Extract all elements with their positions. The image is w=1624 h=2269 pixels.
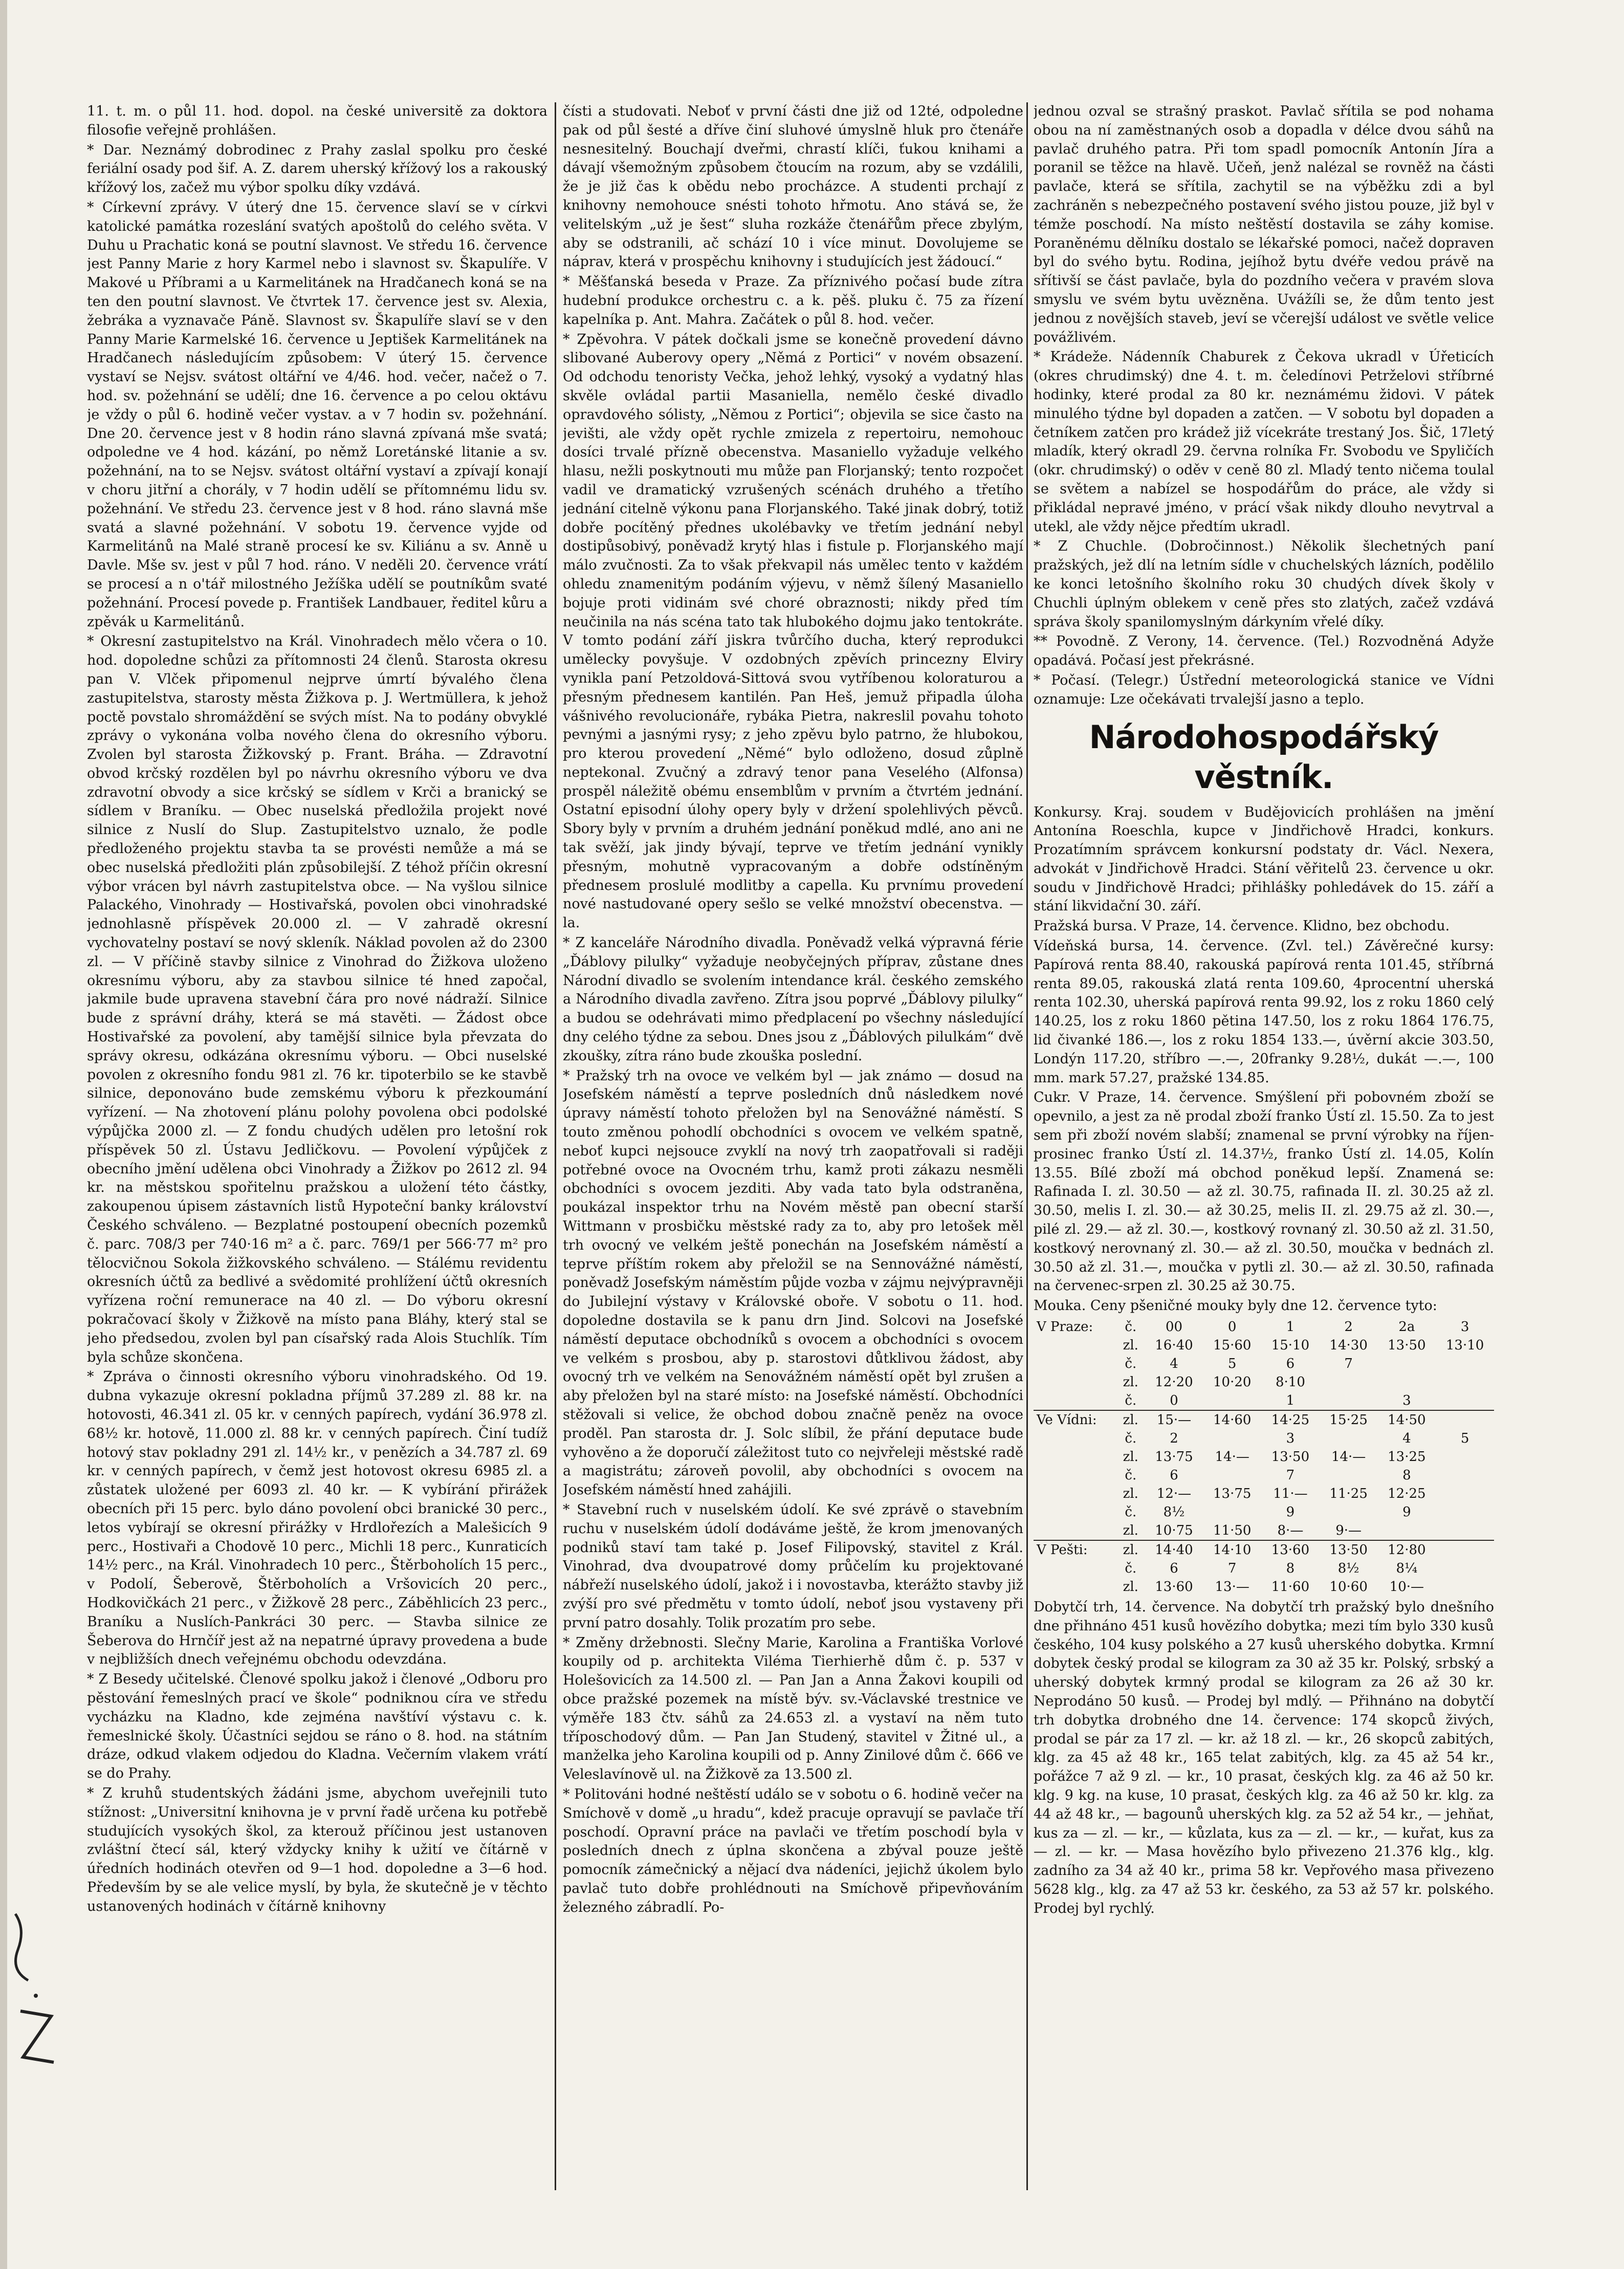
table-cell: zl. (1123, 1486, 1138, 1502)
article-paragraph: * Pražský trh na ovoce ve velkém byl — jak známo — dosud na Josefském náměstí a teprve posledních dnů následkem nové úpravy náměstí tohoto přeložen byl na Senovážné náměstí. S touto změnou pohodlí obchodníci s ovocem ve velkém spatně, neboť kupci nejsouce zvyklí na nový trh zaopatřovali si raději potřebné ovoce na Ovocném trhu, kamž proti zákazu nesměli obchodníci s ovocem jezditi. Aby vada tato byla odstraněna, poukázal inspektor trhu na Novém městě pan obecní starší Wittmann v prosbičku městské rady za to, aby pro letošek měl trh ovocný ve velkém ještě ponechán na Josefském náměstí a teprve příštím rokem aby přeložil se na Sennovážné náměstí, poněvadž Josefským náměstím půjde vozba v zájmu nejvýpravněji do Jubilejní výstavy v Královské oboře. V sobotu o 11. hod. dopoledne dostavila se k panu drn Jind. Solcovi na Josefské náměstí deputace obchodníků s ovocem a obchodníci s ovocem ve velkém s prosbou, aby p. starostovi důtklivou žádost, aby ovocný trh ve velkém na Senovážném náměstí opět byl zrušen a aby přeložen byl na staré místo: na Josefské náměstí. Obchodníci stěžovali si velice, že obchod dobou značně peněz na ovoce proděl. Pan starosta dr. J. Solc slíbil, že přání deputace bude vyhověno a že doporučí záležitost tuto co nejvřeleji městské radě a magistrátu; zároveň povolil, aby obchodníci s ovocem na Josefském náměstí hned zahájili. (563, 1067, 1023, 1498)
table-cell (1378, 1373, 1436, 1391)
column-rule (555, 102, 556, 2190)
table-cell: 16·40 (1155, 1338, 1193, 1354)
table-cell: 15·60 (1213, 1338, 1252, 1354)
table-cell: 6 (1170, 1468, 1178, 1483)
table-cell-city (1034, 1355, 1116, 1373)
column-rule (1026, 102, 1028, 2190)
table-cell: zl. (1123, 1338, 1138, 1354)
table-cell (1436, 1578, 1494, 1596)
table-row (1034, 1448, 1494, 1466)
table-cell: 1 (1286, 1319, 1295, 1335)
table-cell: 9 (1286, 1504, 1295, 1520)
table-cell: 13·— (1215, 1579, 1249, 1595)
table-cell: 14·30 (1329, 1338, 1368, 1354)
table-cell (1436, 1521, 1494, 1540)
table-row (1034, 1336, 1494, 1355)
table-cell: 1 (1286, 1393, 1295, 1409)
table-cell: 10·— (1389, 1579, 1424, 1595)
table-cell: 8·— (1277, 1523, 1304, 1539)
table-cell: 12·20 (1155, 1375, 1193, 1390)
table-cell: 6 (1170, 1561, 1178, 1577)
table-cell: 14·50 (1378, 1410, 1436, 1429)
table-cell: 3 (1286, 1431, 1295, 1447)
section-title: Národohospodářský věstník. (1089, 718, 1439, 796)
table-row (1034, 1578, 1494, 1596)
table-cell: 13·50 (1320, 1540, 1378, 1559)
article-paragraph: Mouka. Ceny pšeničné mouky byly dne 12. července tyto: (1034, 1298, 1437, 1314)
table-cell: 14·— (1215, 1449, 1249, 1465)
table-row (1034, 1355, 1494, 1373)
table-cell: zl. (1116, 1540, 1145, 1559)
table-cell-city (1034, 1466, 1116, 1485)
table-cell (1436, 1503, 1494, 1521)
table-cell: č. (1125, 1319, 1137, 1335)
table-cell-city: Ve Vídni: (1034, 1410, 1116, 1429)
table-row (1034, 1318, 1494, 1336)
table-cell: 15·10 (1271, 1338, 1310, 1354)
table-cell (1203, 1429, 1261, 1448)
table-cell-city (1034, 1521, 1116, 1540)
table-cell: 13·10 (1445, 1338, 1484, 1354)
table-row (1034, 1391, 1494, 1410)
table-cell-city (1034, 1578, 1116, 1596)
table-cell: zl. (1116, 1410, 1145, 1429)
table-cell (1436, 1466, 1494, 1485)
table-cell-city (1034, 1373, 1116, 1391)
table-cell (1320, 1373, 1378, 1391)
table-row (1034, 1559, 1494, 1578)
table-row (1034, 1540, 1494, 1559)
article-paragraph: * Politováni hodné neštěstí událo se v sobotu o 6. hodině večer na Smíchově v domě „u hradu“, kdež pracuje opravují se pavlače tří poschodí. Opravní práce na pavlači ve třetím poschodí byla v posledních dnech z úplna skončena a zbýval pouze ještě pomocník zámečnický a nějací dva nádeníci, jejichž úkolem bylo pavlač tuto dobře prohlédnouti na Smíchově připevňováním železného zábradlí. Po- (563, 1786, 1023, 1915)
table-cell: č. (1125, 1356, 1137, 1372)
table-cell: 5 (1460, 1431, 1469, 1447)
table-cell: 12·— (1156, 1486, 1192, 1502)
table-row (1034, 1485, 1494, 1503)
table-cell: 15·— (1145, 1410, 1203, 1429)
table-cell: 3 (1460, 1319, 1469, 1335)
flour-price-table (1034, 1318, 1494, 1596)
article-paragraph: * Změny držebnosti. Slečny Marie, Karolina a Františka Vorlové koupily od p. architekta Viléma Tierhierhě dům č. p. 537 v Holešovicích za 14.500 zl. — Pan Jan a Anna Žakovi koupili od obce pražské pozemek na místě býv. sv.-Václavské trestnice ve výměře 183 čtv. sáhů za 24.653 zl. a vystaví na něm tuto tříposchodový dům. — Pan Jan Studený, stavitel v Žitné ul., a manželka jeho Karolina koupili od p. Anny Zinilové dům č. 666 ve Veleslavínově ul. na Žižkově za 13.500 zl. (563, 1634, 1023, 1783)
table-cell: 8½ (1337, 1561, 1359, 1577)
table-cell: č. (1125, 1393, 1137, 1409)
table-cell-city (1034, 1485, 1116, 1503)
article-paragraph: * Krádeže. Nádenník Chaburek z Čekova ukradl v Úřeticích (okres chrudimský) dne 4. t. m. čeledínovi Petrželovi stříbrné hodinky, které prodal za 80 kr. neznámému židovi. V pátek minulého týdne byl dopaden a zatčen. — V sobotu byl dopaden a četníkem zatčen pro krádež již vícekráte trestaný Jos. Šič, 17letý mladík, který okradl 29. června rolníka Fr. Svobodu ve Spyličích (okr. chrudimský) o oděv v ceně 80 zl. Mladý tento ničema toulal se světem a nabízel se hospodářům do práce, ale vždy si přikládal nepravé jméno, v prácí však nikdy dlouho nevytrval a utekl, ale vždy nějce předtím ukradl. (1034, 349, 1494, 535)
column-2 (563, 102, 1023, 2190)
table-cell-city (1034, 1391, 1116, 1410)
table-cell: 8½ (1163, 1504, 1185, 1520)
table-cell (1320, 1391, 1378, 1410)
table-cell-city (1034, 1503, 1116, 1521)
table-cell: 8 (1402, 1468, 1411, 1483)
article-paragraph: Vídeňská bursa, 14. července. (Zvl. tel.) Závěrečné kursy: Papírová renta 88.40, rakouská papírová renta 101.45, stříbrná renta 89.05, rakouská zlatá renta 109.60, 4procentní uherská renta 102.30, uherská papírová renta 99.92, los z roku 1860 celý 140.25, los z roku 1860 pětina 147.50, los z roku 1864 176.75, lid čivanké 186.—, los z roku 1854 133.—, úvěrní akcie 303.50, Londýn 117.20, stříbro —.—, 20franky 9.28½, dukát —.—, 100 mm. mark 57.27, pražské 134.85. (1034, 938, 1494, 1086)
table-cell: 12·80 (1378, 1540, 1436, 1559)
table-cell: 4 (1402, 1431, 1411, 1447)
table-cell: 14·60 (1203, 1410, 1261, 1429)
article-paragraph: * Zpěvohra. V pátek dočkali jsme se konečně provedení dávno slibované Auberovy opery „Němá z Portici“ v novém obsazení. Od odchodu tenoristy Večka, jehož lehký, vysoký a vydatný hlas skvěle ovládal partii Masaniella, nemělo české divadlo opravdového sólisty, „Němou z Portici“; objevila se sice často na jevišti, ale vždy opět rychle zmizela z repertoiru, nemohouc dosíci trvalé přízně obecenstva. Masaniello vyžaduje velkého hlasu, nežli poskytnouti mu může pan Florjanský; tento rozpočet vadil ve dramatický vzrušených scénách druhého a třetího jednání citelně výkonu pana Florjanského. Také jinak dobrý, totiž dobře pocítěný přednes ukolébavky ve třetím jednání nebyl dostipůsobivý, poněvadž krytý hlas i fistule p. Florjanského mají málo zvučnosti. Za to však překvapil nás umělec tento v každém ohledu znamenitým podáním výjevu, v němž šílený Masaniello bojuje proti vidinám své choré obraznosti; nikdy před tím neučinila na nás scéna tato tak hlubokého dojmu jako tentokráte. V tomto podání září jiskra tvůrčího ducha, který reprodukci umělecky povyšuje. V ozdobných zpěvích princezny Elviry vynikla paní Petzoldová-Sittová svou vytříbenou koloraturou a přesným přednesem kantilén. Pan Heš, jemuž připadla úloha vášnivého revolucionáře, rybáka Pietra, nakreslil povahu tohoto pevnými a jasnými rysy; z jeho zpěvu bylo patrno, že hlubokou, pro kterou provedení „Němé“ bylo odloženo, dosud zůplně neptekonal. Zvučný a zdravý tenor pana Veselého (Alfonsa) prospěl náležitě obému ensemblům v prvním a čtvrtém jednání. Ostatní episodní úlohy opery byly v držení spolehlivých pěvců. Sbory byly v prvním a druhém jednání poněkud mdlé, ano ani ne tak svěží, jak jindy bývají, teprve ve třetím jednání vynikly přesným, mohutně vypracovaným a dobře odstíněným přednesem proslulé modlitby a capella. Ku prvnímu provedení nové nastudované opery sešlo se velké množství obecenstva. —la. (563, 331, 1023, 931)
table-cell-city: V Praze: (1037, 1319, 1093, 1335)
table-cell: 4 (1170, 1356, 1178, 1372)
table-cell: č. (1125, 1561, 1137, 1577)
column-1 (87, 102, 547, 2190)
table-cell (1203, 1391, 1261, 1410)
table-cell (1436, 1540, 1494, 1559)
article-paragraph: Konkursy. Kraj. soudem v Budějovicích prohlášen na jmění Antonína Roeschla, kupce v Jindřichově Hradci, konkurs. Prozatímním správcem konkursní podstaty dr. Václ. Nexera, advokát v Jindřichově Hradci. Stání věřitelů 23. července u okr. soudu v Jindřichově Hradci; přihlášky pohledávek do 15. září a stání likvidační 30. září. (1034, 804, 1494, 914)
table-cell: 5 (1227, 1356, 1237, 1372)
article-paragraph: 11. t. m. o půl 11. hod. dopol. na české universitě za doktora filosofie veřejně prohlášen. (87, 103, 547, 138)
table-cell: 14·40 (1145, 1540, 1203, 1559)
article-paragraph: čísti a studovati. Neboť v první části dne již od 12té, odpoledne pak od půl šesté a dříve činí sluhové úmyslně hluk pro čtenáře nesnesitelný. Bouchají dveřmi, chrastí klíči, ťukou knihami a dávají všemožným způsobem čtoucím na rozum, aby se vzdálili, že je již čas k obědu nebo procházce. A studenti prchají z knihovny nemohouce snésti tohoto hřmotu. Ano stává se, že velitelským „už je šest“ sluha rozkáže čtenářům přece zbylým, aby se odstranili, ač schází 10 i více minut. Dovolujeme se náprav, která v prospěchu knihovny i studujících jest žádoucí.“ (563, 103, 1023, 270)
table-cell: 2 (1344, 1319, 1353, 1335)
table-cell: zl. (1123, 1375, 1138, 1390)
article-paragraph: jednou ozval se strašný praskot. Pavlač sřítila se pod nohama obou na ní zaměstnaných osob a dopadla v délce dvou sáhů na pavlač druhého patra. Při tom spadl pomocník Antonín Jíra a poranil se těžce na hlavě. Učeň, jenž nalézal se rovněž na části pavlače, která se sřítila, zachytil se na výběžku zdi a byl zachráněn s nebezpečného postavení svého jistou pouze, již byl v témže poschodí. Na místo neštěstí dostavila se záhy komise. Poraněnému dělníku dostalo se lékařské pomoci, načež dopraven byl do svého bytu. Rodina, jejíhož bytu dvéře vedou právě na sřítivší se část pavlače, byla do pozdního večera v pravém slova smyslu ve svém bytu uvězněna. Uvážíli se, že dům tento jest jednou z novějších staveb, jeví se včerejší událost ve světle velice povážlivém. (1034, 103, 1494, 345)
table-cell: 2 (1170, 1431, 1178, 1447)
table-cell-city (1034, 1336, 1116, 1355)
table-cell: 7 (1344, 1356, 1353, 1372)
table-cell-city (1034, 1559, 1116, 1578)
table-cell: 13·50 (1271, 1449, 1310, 1465)
table-cell: 11·60 (1271, 1579, 1310, 1595)
table-cell: 15·25 (1320, 1410, 1378, 1429)
table-cell (1320, 1466, 1378, 1485)
table-cell: 3 (1402, 1393, 1411, 1409)
table-cell: zl. (1123, 1579, 1138, 1595)
table-cell: 13·60 (1155, 1579, 1193, 1595)
table-cell: zl. (1123, 1449, 1138, 1465)
table-cell: 11·25 (1329, 1486, 1368, 1502)
table-cell: 0 (1227, 1319, 1237, 1335)
table-cell: 13·60 (1261, 1540, 1320, 1559)
table-cell (1203, 1466, 1261, 1485)
table-cell: 7 (1227, 1561, 1237, 1577)
table-cell: 2a (1398, 1319, 1415, 1335)
table-cell: 14·— (1331, 1449, 1366, 1465)
article-paragraph: * Zpráva o činnosti okresního výboru vinohradského. Od 19. dubna vykazuje okresní pokladna příjmů 37.289 zl. 88 kr. na hotovosti, 46.341 zl. 05 kr. v cenných papírech, vydání 36.978 zl. 68½ kr. hotově, 11.000 zl. 88 kr. v cenných papírech. Činí tudíž hotový stav pokladny 291 zl. 14½ kr., v penězích a 34.787 zl. 69 kr. v cenných papírech, v čemž jest hotovost okresu 6985 zl. a zůstatek uložené per 6093 zl. 40 kr. — K vybírání přirážek obecních při 15 perc. bylo dáno povolení obci branické 30 perc., letos vybírají se okresní přirážky v Hrdlořezích a Malešicích 9 perc., Hostivaři a Chodově 10 perc., Michli 18 perc., Kunraticích 14½ perc., na Král. Vinohradech 10 perc., Štěrboholích 15 perc., v Podolí, Šeberově, Štěrboholích a Vršovicích 20 perc., Hodkovičkách 21 perc., v Žižkově 28 perc., Záběhlicích 23 perc., Braníku a Nuslích-Pankráci 30 perc. — Stavba silnice ze Šeberova do Hrnčíř jest až na nepatrné úpravy provedena a bude v nejbližších dnech veřejnému obchodu odevzdána. (87, 1369, 547, 1668)
article-paragraph: * Církevní zprávy. V úterý dne 15. července slaví se v církvi katolické památka rozeslání svatých apoštolů do celého světa. V Duhu u Prachatic koná se poutní slavnost. Ve středu 16. července jest Panny Marie z hory Karmel nebo i slavnost sv. Škapulíře. V Makové u Příbrami a u Karmelitánek na Hradčanech koná se na ten den poutní slavnost. Ve čtvrtek 17. července jest sv. Alexia, žebráka a vyznavače Páně. Slavnost sv. Škapulíře slaví se v den Panny Marie Karmelské 16. července u Jeptišek Karmelitánek na Hradčanech následujícím způsobem: V úterý 15. července vystaví se Nejsv. svátost oltářní ve 4/46. hod. večer, načež o 7. hod. sv. požehnání se udělí; dne 16. července a po celou oktávu je vždy o půl 6. hodině večer vystav. a v 7 hodin sv. požehnání. Dne 20. července jest v 8 hodin ráno slavná zpívaná mše svatá; odpoledne ve 4 hod. kázání, po němž Loretánské litanie a sv. požehnání, na to se Nejsv. svátost oltářní vystaví a zpívají konají v choru jitřní a chorály, v 7 hodin udělí se přítomnému lidu sv. požehnání. Ve středu 23. července jest v 8 hod. ráno slavná mše svatá a slavné požehnání. V sobotu 19. července vyjde od Karmelitánů na Malé straně procesí ke sv. Kiliánu a sv. Anně u Davle. Mše sv. jest v půl 7 hod. ráno. V neděli 20. července vrátí se procesí a n o'tář milostného Ježíška udělí se poutníkům svaté požehnání. Procesí povede p. František Landbauer, ředitel kůru a zpěvák u Karmelitánů. (87, 199, 547, 630)
table-cell-city: V Pešti: (1034, 1540, 1116, 1559)
table-cell (1320, 1503, 1378, 1521)
table-cell: 10·60 (1329, 1579, 1368, 1595)
table-cell (1378, 1355, 1436, 1373)
table-cell: 8 (1286, 1561, 1295, 1577)
article-paragraph: * Počasí. (Telegr.) Ústřední meteorologická stanice ve Vídni oznamuje: Lze očekávati trvalejší jasno a teplo. (1034, 672, 1494, 707)
table-cell: 11·50 (1213, 1523, 1252, 1539)
table-row (1034, 1373, 1494, 1391)
table-cell (1203, 1503, 1261, 1521)
article-paragraph: * Z Chuchle. (Dobročinnost.) Několik šlechetných paní pražských, jež dlí na letním sídle v chuchelských lázních, podělilo ke konci letošního školního roku 30 chudých dívek školy v Chuchli úplným oblekem v ceně přes sto zlatých, začež vzdává správa školy spanilomyslným dárkyním vřelé díky. (1034, 538, 1494, 630)
table-cell (1436, 1485, 1494, 1503)
table-cell: 00 (1165, 1319, 1183, 1335)
article-paragraph: Pražská bursa. V Praze, 14. července. Klidno, bez obchodu. (1034, 918, 1450, 934)
table-cell: 8¼ (1396, 1561, 1418, 1577)
table-cell: 7 (1286, 1468, 1295, 1483)
table-cell-city (1034, 1448, 1116, 1466)
table-cell-city (1034, 1429, 1116, 1448)
article-paragraph: Dobytčí trh, 14. července. Na dobytčí trh pražský bylo dnešního dne přihnáno 451 kusů hovězího dobytka; mezi tím bylo 330 kusů českého, 104 kusy polského a 27 kusů uherského dobytka. Krmní dobytek český prodal se kilogram za 30 až 35 kr. Polský, srbský a uherský dobytek krmný prodal se kilogram za 26 až 30 kr. Neprodáno 50 kusů. — Prodej byl mdlý. — Přihnáno na dobytčí trh dobytka drobného dne 14. července: 174 skopců živých, prodal se pár za 17 zl. — kr. až 18 zl. — kr., 26 skopců zabitých, klg. za 45 až 48 kr., 165 telat zabitých, klg. za 45 až 54 kr., pořážce 7 až 9 zl. — kr., 10 prasat, českých klg. za 46 až 50 kr. klg. 9 kg. na kuse, 10 prasat, českých klg. za 46 až 50 kr. klg. za 44 až 48 kr., — bagounů uherských klg. za 52 až 54 kr., — jehňat, kus za — zl. — kr., — kůzlata, kus za — zl. — kr., — kuřat, kus za — zl. — kr. — Masa hovězího bylo přivezeno 21.376 klg., klg. zadního za 34 až 40 kr., prima 58 kr. Vepřového masa přivezeno 5628 klg., klg. za 47 až 53 kr. českého, za 53 až 57 kr. polského. Prodej byl rychlý. (1034, 1599, 1494, 1916)
table-cell: 10·75 (1155, 1523, 1193, 1539)
table-cell (1436, 1559, 1494, 1578)
table-cell (1436, 1448, 1494, 1466)
table-cell: 6 (1286, 1356, 1295, 1372)
article-paragraph: ** Povodně. Z Verony, 14. července. (Tel.) Rozvodněná Adyže opadává. Počasí jest překrásné. (1034, 634, 1494, 669)
table-cell: 11·— (1273, 1486, 1308, 1502)
table-cell: 13·75 (1213, 1486, 1252, 1502)
article-paragraph: * Z Besedy učitelské. Členové spolku jakož i členové „Odboru pro pěstování řemeslných prací ve škole“ podniknou círa ve středu vycházku na Kladno, kde zejména navštíví výstavu c. k. řemeslnické školy. Účastníci sejdou se ráno o 8. hod. na státním dráze, odkud vlakem odjedou do Kladna. Večerním vlakem vrátí se do Prahy. (87, 1671, 547, 1782)
table-cell: 9·— (1335, 1523, 1362, 1539)
table-cell: č. (1125, 1431, 1137, 1447)
table-row (1034, 1429, 1494, 1448)
table-cell: 0 (1170, 1393, 1178, 1409)
table-cell: 13·50 (1388, 1338, 1426, 1354)
table-cell: zl. (1123, 1523, 1138, 1539)
article-paragraph: * Z kruhů studentských žádáni jsme, abychom uveřejnili tuto stížnost: „Universitní knihovna je v první řadě určena ku potřebě studujících vysokých škol, za kterouž příčinou jest ustanoven zvláštní čtecí sál, který vždycky knihy k užití ve čítárně v úředních hodinách otevřen od 9—1 hod. dopoledne a 3—6 hod. Především by se ale velice myslí, by byla, že skutečně je v těchto ustanovených hodinách v čítárně knihovny (87, 1785, 547, 1914)
table-row (1034, 1466, 1494, 1485)
table-cell: 12·25 (1388, 1486, 1426, 1502)
table-cell: 13·25 (1388, 1449, 1426, 1465)
table-cell: č. (1125, 1504, 1137, 1520)
article-paragraph: * Z kanceláře Národního divadla. Poněvadž velká výpravná férie „Ďáblovy pilulky“ vyžaduje neobyčejných příprav, zůstane dnes Národní divadlo se svolením intendance král. českého zemského a Národního divadla zavřeno. Zítra jsou poprvé „Ďáblovy pilulky“ a budou se odehrávati mimo předplacení po všechny následující dny celého týdne za sebou. Dnes jsou z „Ďáblových pilulkám“ dvě zkoušky, zítra ráno bude zkouška poslední. (563, 935, 1023, 1064)
article-paragraph: * Okresní zastupitelstvo na Král. Vinohradech mělo včera o 10. hod. dopoledne schůzi za přítomnosti 24 členů. Starosta okresu pan V. Vlček připomenul nejprve úmrtí bývalého člena zastupitelstva, starosty města Žižkova p. J. Wertmüllera, k jehož poctě povstalo shromáždění se svých míst. Na to podány obvyklé zprávy o vykonána volba nového člena do okresního výboru. Zvolen byl starosta Žižkovský p. Frant. Bráha. — Zdravotní obvod krčský rozdělen byl po návrhu okresního výboru ve dva zdravotní obvody a sice krčský se sídlem v Krči a branický se sídlem v Braníku. — Obec nuselská předložila projekt nové silnice z Nuslí do Slup. Zastupitelstvo uznalo, že podle předloženého projektu stavba ta se provésti nemůže a má se obec nuselská předložiti plán způsobilejší. Z téhož příčin okresní výbor vrácen byl návrh zastupitelstva obce. — Na vyšlou silnice Palackého, Vinohrady — Hostivařská, povolen obci vinohradské jednohlasně příspěvek 20.000 zl. — V zahradě okresní vychovatelny postaví se nový skleník. Náklad povolen až do 2300 zl. — V příčině stavby silnice z Vinohrad do Žižkova uloženo okresnímu výboru, aby za stavbou silnice té hned započal, jakmile bude upravena stavební čára pro nové nádraží. Silnice bude z správní dráhy, která se má stavěti. — Žádost obce Hostivařské za povolení, aby tamější silnice byla převzata do správy okresu, odkázána okresnímu výboru. — Obci nuselské povolen z okresního fondu 981 zl. 76 kr. tipoterbilo se ke stavbě silnice, deponováno bude zemskému výboru k přezkoumání vyřízení. — Na zhotovení plánu polohy povolena obci podolské výpůjčka 2000 zl. — Z fondu chudých udělen pro letošní rok příspěvek 50 zl. Ústavu Jedličkovu. — Povolení výpůjček z obecního jmění udělena obci Vinohrady a Žižkov po 2612 zl. 94 kr. na městskou spořitelnu pražskou a uložení této částky, zakoupenou úpisem zástavních listů Hypoteční banky království Českého schváleno. — Bezplatné postoupení obecních pozemků č. parc. 708/3 per 740·16 m² a č. parc. 769/1 per 566·77 m² pro tělocvičnou Sokola žižkovského schváleno. — Stálému revidentu okresních účtů za bedlivé a svědomité prohlížení účtů okresních vyřízena roční remunerace na 40 zl. — Do výboru okresní pokračovací školy v Žižkově na místo pana Bláhy, který stal se jeho předsedou, zvolen byl pan císařský rada Alois Stuchlík. Tím byla schůze skončena. (87, 634, 547, 1365)
table-cell (1436, 1373, 1494, 1391)
article-paragraph: * Dar. Neznámý dobrodinec z Prahy zaslal spolku pro české feriální osady pod šif. A. Z. darem uherský křížový los a rakouský křížový los, začež mu výbor spolku díky vzdává. (87, 142, 547, 196)
table-cell (1378, 1521, 1436, 1540)
table-cell: 14·10 (1203, 1540, 1261, 1559)
table-row (1034, 1503, 1494, 1521)
article-paragraph: * Měšťanská beseda v Praze. Za příznivého počasí bude zítra hudební produkce orchestru c. a k. pěš. pluku č. 75 za řízení kapelníka p. Ant. Mahra. Začátek o půl 8. hod. večer. (563, 274, 1023, 328)
table-cell: 8·10 (1275, 1375, 1305, 1390)
table-cell: č. (1125, 1468, 1137, 1483)
handwritten-margin-marks (5, 1893, 67, 2098)
column-3 (1034, 102, 1494, 2190)
table-cell: 10·20 (1213, 1375, 1252, 1390)
table-cell: 9 (1402, 1504, 1411, 1520)
article-paragraph: * Stavební ruch v nuselském údolí. Ke své zprávě o stavebním ruchu v nuselském údolí dodáváme ještě, že krom jmenovaných podniků staví tam také p. Josef Filipovský, stavitel z Král. Vinohrad, dva dvoupatrové domy průčelím ku projektované nábřeží nuselského údolí, jakož i i novostavba, kterážto stavby již zvýší pro své předmětu v tomto údolí, neboť jsou vystaveny při první patro dosahly. Tolik prozatím pro sebe. (563, 1501, 1023, 1631)
table-cell (1320, 1429, 1378, 1448)
table-cell (1436, 1410, 1494, 1429)
table-cell: 13·75 (1155, 1449, 1193, 1465)
article-paragraph: Cukr. V Praze, 14. července. Smýšlení při pobovném zboží se opevnilo, a jest za ně prodal zboží franko Ústí zl. 15.50. Za to jest sem při zboží novém slabší; znamenal se první výrobky na říjen-prosinec franko Ústí zl. 14.37½, franko Ústí zl. 14.05, Kolín 13.55. Bílé zboží má obchod poněkud lepší. Znamená se: Rafinada I. zl. 30.50 — až zl. 30.75, rafinada II. zl. 30.25 až zl. 30.50, melis I. zl. 30.— až 30.25, melis II. zl. 29.75 až zl. 30.—, pilé zl. 29.— až zl. 30.—, kostkový rovnaný zl. 30.50 až zl. 31.50, kostkový nerovnaný zl. 30.— až zl. 30.50, moučka v bednách zl. 30.50 až zl. 31.—, moučka v pytli zl. 30.— až zl. 30.50, rafinada na červenec-srpen zl. 30.25 až 30.75. (1034, 1089, 1494, 1294)
table-cell: 14·25 (1261, 1410, 1320, 1429)
table-row (1034, 1521, 1494, 1540)
table-cell (1436, 1355, 1494, 1373)
table-row (1034, 1410, 1494, 1429)
table-cell (1436, 1391, 1494, 1410)
